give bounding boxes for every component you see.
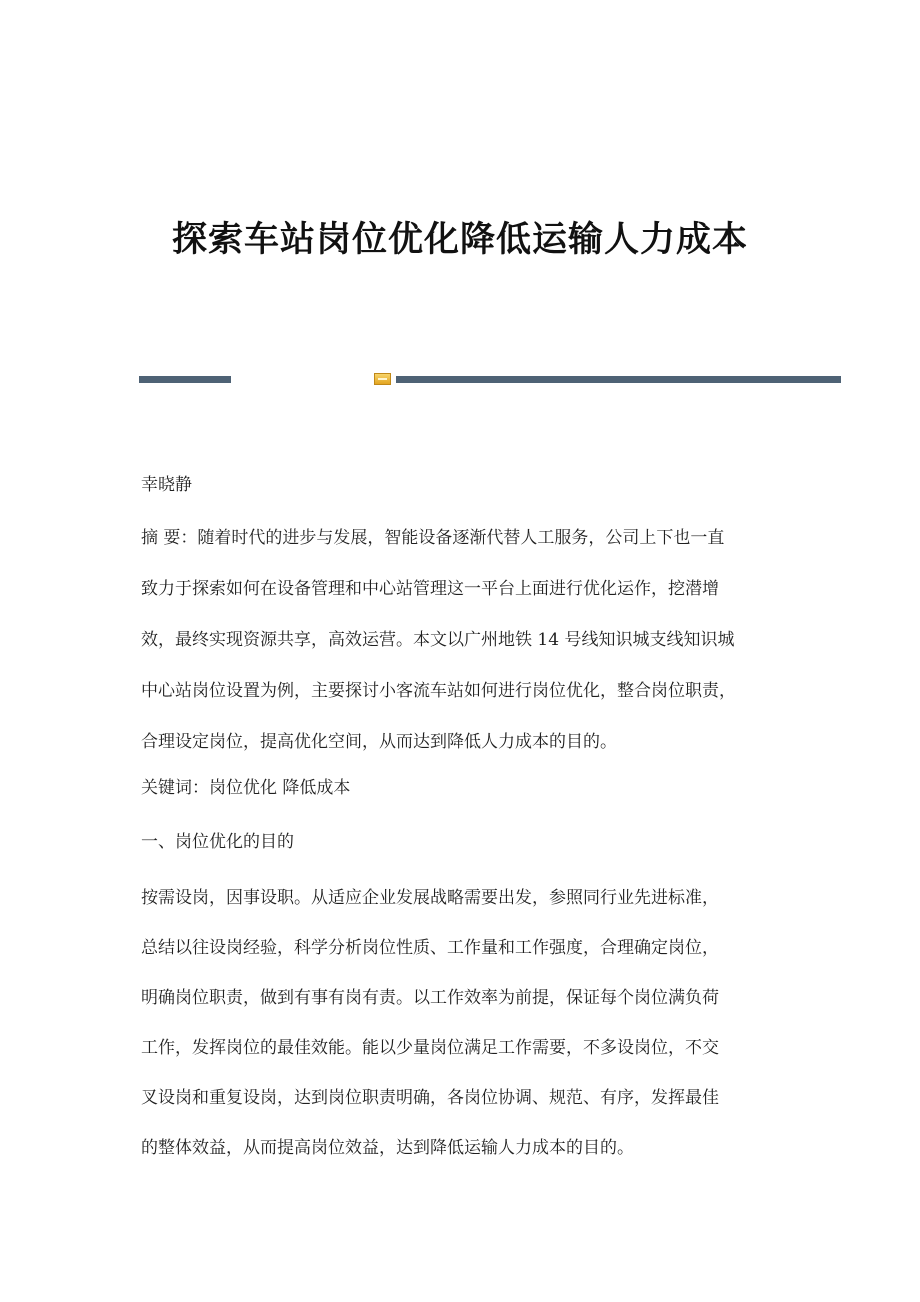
abstract-line: 致力于探索如何在设备管理和中心站管理这一平台上面进行优化运作，挖潜增 [141, 579, 719, 599]
title-divider [139, 373, 841, 385]
document-title: 探索车站岗位优化降低运输人力成本 [171, 219, 748, 260]
body-line: 明确岗位职责，做到有事有岗有责。以工作效率为前提，保证每个岗位满负荷 [141, 988, 719, 1008]
body-line: 总结以往设岗经验，科学分析岗位性质、工作量和工作强度，合理确定岗位， [141, 938, 719, 958]
abstract-line: 合理设定岗位，提高优化空间，从而达到降低人力成本的目的。 [141, 732, 617, 752]
divider-bar-right [396, 376, 841, 383]
author-name: 幸晓静 [141, 475, 192, 495]
abstract [141, 527, 781, 782]
body-line: 叉设岗和重复设岗，达到岗位职责明确，各岗位协调、规范、有序，发挥最佳 [141, 1088, 719, 1108]
divider-bar-left [139, 376, 231, 383]
abstract-line: 中心站岗位设置为例，主要探讨小客流车站如何进行岗位优化，整合岗位职责， [141, 681, 736, 701]
body-paragraph [141, 887, 781, 1187]
section-heading: 一、岗位优化的目的 [141, 832, 294, 852]
body-line: 按需设岗，因事设职。从适应企业发展战略需要出发，参照同行业先进标准， [141, 888, 719, 908]
body-line: 工作，发挥岗位的最佳效能。能以少量岗位满足工作需要，不多设岗位，不交 [141, 1038, 719, 1058]
keywords: 关键词：岗位优化 降低成本 [141, 778, 351, 798]
abstract-line: 效，最终实现资源共享，高效运营。本文以广州地铁 14 号线知识城支线知识城 [141, 630, 735, 650]
abstract-line: 摘 要：随着时代的进步与发展，智能设备逐渐代替人工服务，公司上下也一直 [141, 528, 725, 548]
divider-marker-icon [374, 373, 391, 385]
body-line: 的整体效益，从而提高岗位效益，达到降低运输人力成本的目的。 [141, 1138, 634, 1158]
